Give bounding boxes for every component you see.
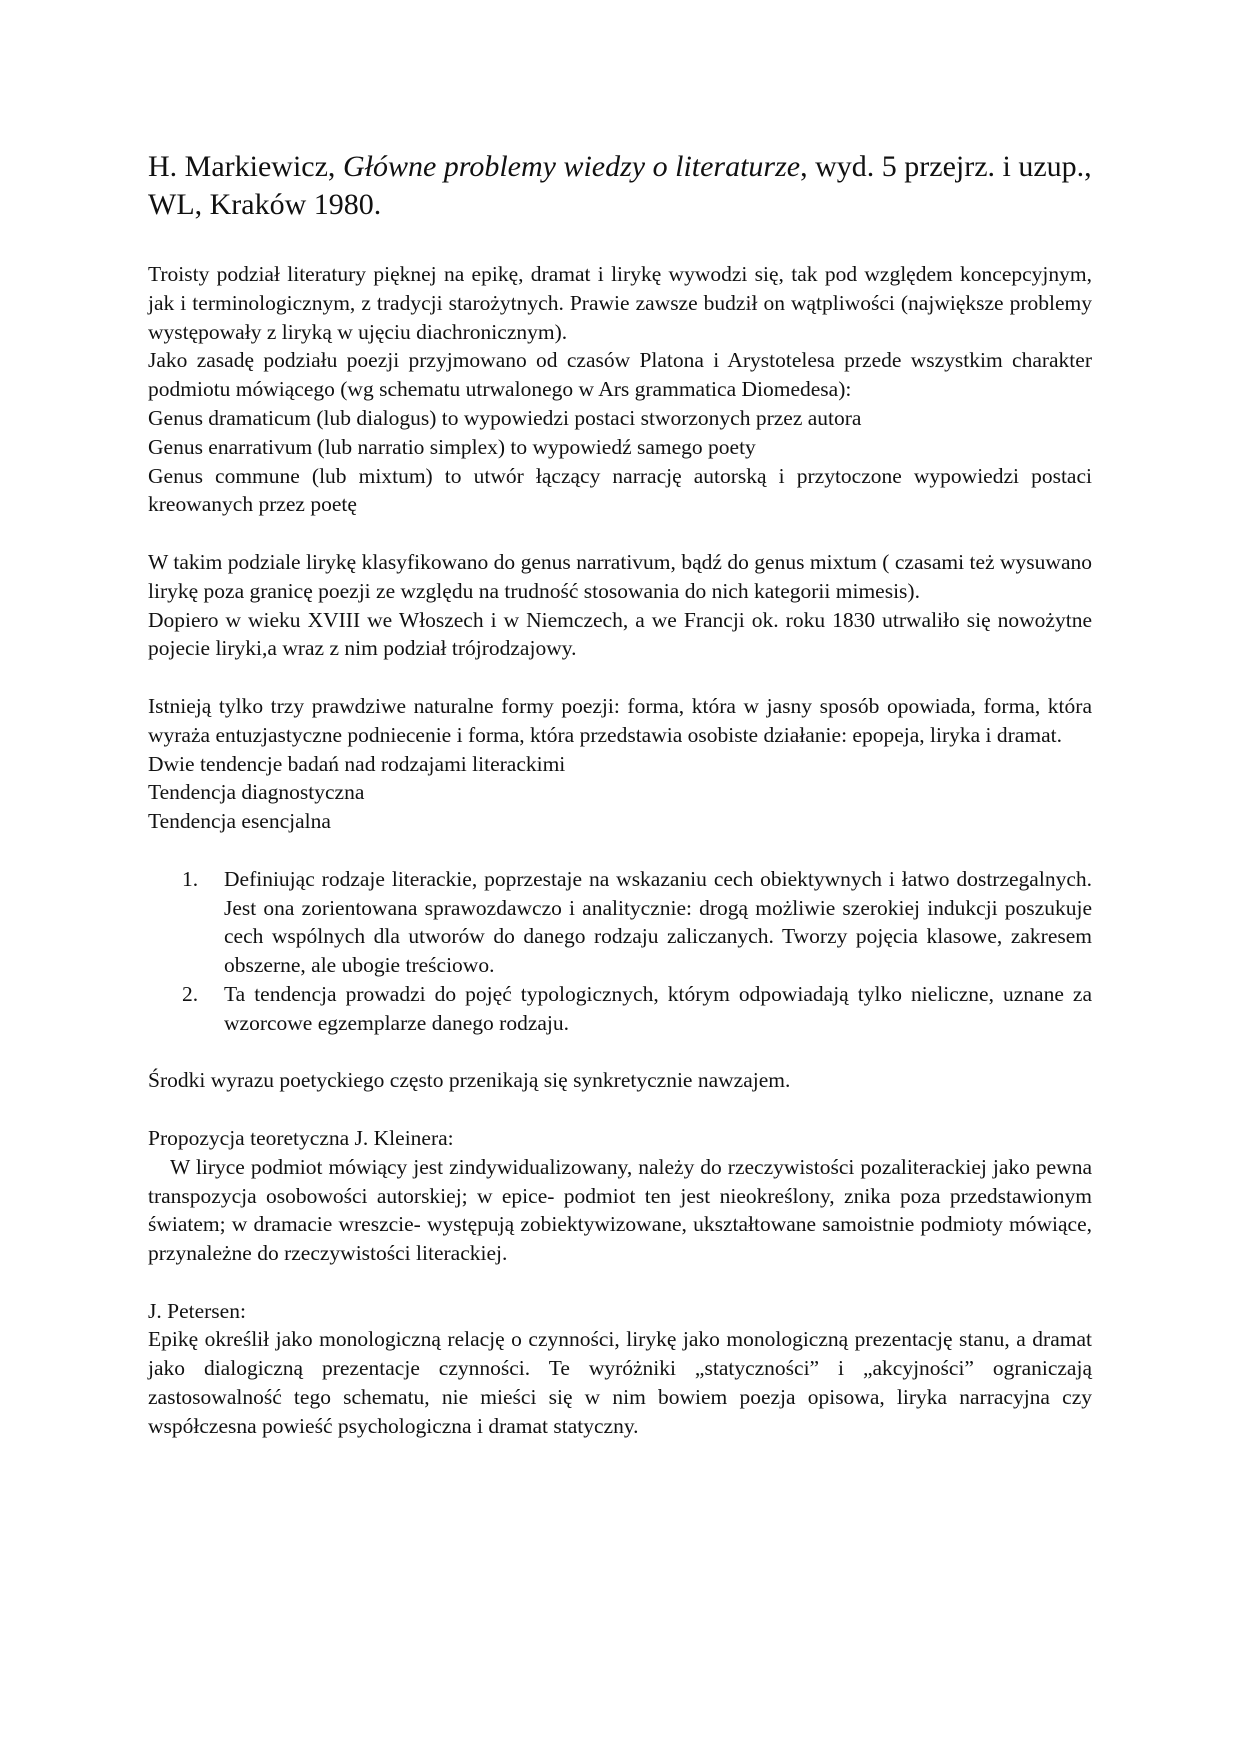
paragraph: Genus dramaticum (lub dialogus) to wypowiedzi postaci stworzonych przez autora xyxy=(148,405,862,430)
document-page xyxy=(148,148,1092,1441)
paragraph: Troisty podział literatury pięknej na epikę, dramat i lirykę wywodzi się, tak pod względem koncepcyjnym, jak i terminologicznym, z tradycji starożytnych. Prawie zawsze budził on wątpliwości (największe problemy występowały z liryką w ujęciu diachronicznym). xyxy=(148,262,1092,344)
spacer xyxy=(148,1268,1092,1297)
list-item xyxy=(148,980,1092,1038)
list-item-text: Definiując rodzaje literackie, poprzestaje na wskazaniu cech obiektywnych i łatwo dostrzegalnych. Jest ona zorientowana sprawozdawczo i analitycznie: drogą możliwie szerokiej indukcji poszukuje cech wspólnych dla utworów do danego rodzaju zaliczanych. Tworzy pojęcia klasowe, zakresem obszerne, ale ubogie treściowo. xyxy=(224,866,1092,978)
paragraph: Epikę określił jako monologiczną relację o czynności, lirykę jako monologiczną prezentację stanu, a dramat jako dialogiczną prezentacje czynności. Te wyróżniki „statyczności” i „akcyjności” ograniczają zastosowalność tego schematu, nie mieści się w nim bowiem poezja opisowa, liryka narracyjna czy współczesna powieść psychologiczna i dramat statyczny. xyxy=(148,1327,1092,1438)
spacer xyxy=(148,1038,1092,1067)
spacer xyxy=(148,663,1092,692)
paragraph: Genus enarrativum (lub narratio simplex) to wypowiedź samego poety xyxy=(148,434,756,459)
list-number: 2. xyxy=(182,981,199,1006)
title-rest: , wyd. 5 przejrz. i uzup., WL, Kraków 1980. xyxy=(148,150,1092,221)
paragraph: Genus commune (lub mixtum) to utwór łączący narrację autorską i przytoczone wypowiedzi postaci kreowanych przez poetę xyxy=(148,463,1092,517)
list-item-text: Ta tendencja prowadzi do pojęć typologicznych, którym odpowiadają tylko nieliczne, uznane za wzorcowe egzemplarze danego rodzaju. xyxy=(224,981,1092,1035)
title-author: H. Markiewicz, xyxy=(148,150,343,183)
paragraph: Dopiero w wieku XVIII we Włoszech i w Niemczech, a we Francji ok. roku 1830 utrwaliło się nowożytne pojecie liryki,a wraz z nim podział trójrodzajowy. xyxy=(148,607,1092,661)
paragraph: Dwie tendencje badań nad rodzajami literackimi xyxy=(148,751,566,776)
list-number: 1. xyxy=(182,866,199,891)
paragraph: Środki wyrazu poetyckiego często przenikają się synkretycznie nawzajem. xyxy=(148,1068,791,1093)
paragraph: Propozycja teoretyczna J. Kleinera: xyxy=(148,1125,454,1150)
spacer xyxy=(148,1095,1092,1124)
paragraph: Jako zasadę podziału poezji przyjmowano od czasów Platona i Arystotelesa przede wszystkim charakter podmiotu mówiącego (wg schematu utrwalonego w Ars grammatica Diomedesa): xyxy=(148,348,1092,402)
document-title xyxy=(148,148,1092,224)
paragraph: J. Petersen: xyxy=(148,1298,246,1323)
paragraph: Istnieją tylko trzy prawdziwe naturalne formy poezji: forma, która w jasny sposób opowiada, forma, która wyraża entuzjastyczne podniecenie i forma, która przedstawia osobiste działanie: epopeja, liryka i dramat. xyxy=(148,693,1092,747)
spacer xyxy=(148,519,1092,548)
numbered-list xyxy=(148,865,1092,1038)
paragraph: Tendencja esencjalna xyxy=(148,809,331,834)
title-work: Główne problemy wiedzy o literaturze xyxy=(342,150,801,183)
paragraph: W takim podziale lirykę klasyfikowano do genus narrativum, bądź do genus mixtum ( czasami też wysuwano lirykę poza granicę poezji ze względu na trudność stosowania do nich kategorii mimesis). xyxy=(148,549,1092,603)
list-item xyxy=(148,865,1092,980)
document-body xyxy=(148,260,1092,1441)
spacer xyxy=(148,836,1092,865)
paragraph: W liryce podmiot mówiący jest zindywidualizowany, należy do rzeczywistości pozaliterackiej jako pewna transpozycja osobowości autorskiej; w epice- podmiot ten jest nieokreślony, znika poza przedstawionym światem; w dramacie wreszcie- występują zobiektywizowane, ukształtowane samoistnie podmioty mówiące, przynależne do rzeczywistości literackiej. xyxy=(148,1154,1092,1266)
paragraph: Tendencja diagnostyczna xyxy=(148,780,365,805)
